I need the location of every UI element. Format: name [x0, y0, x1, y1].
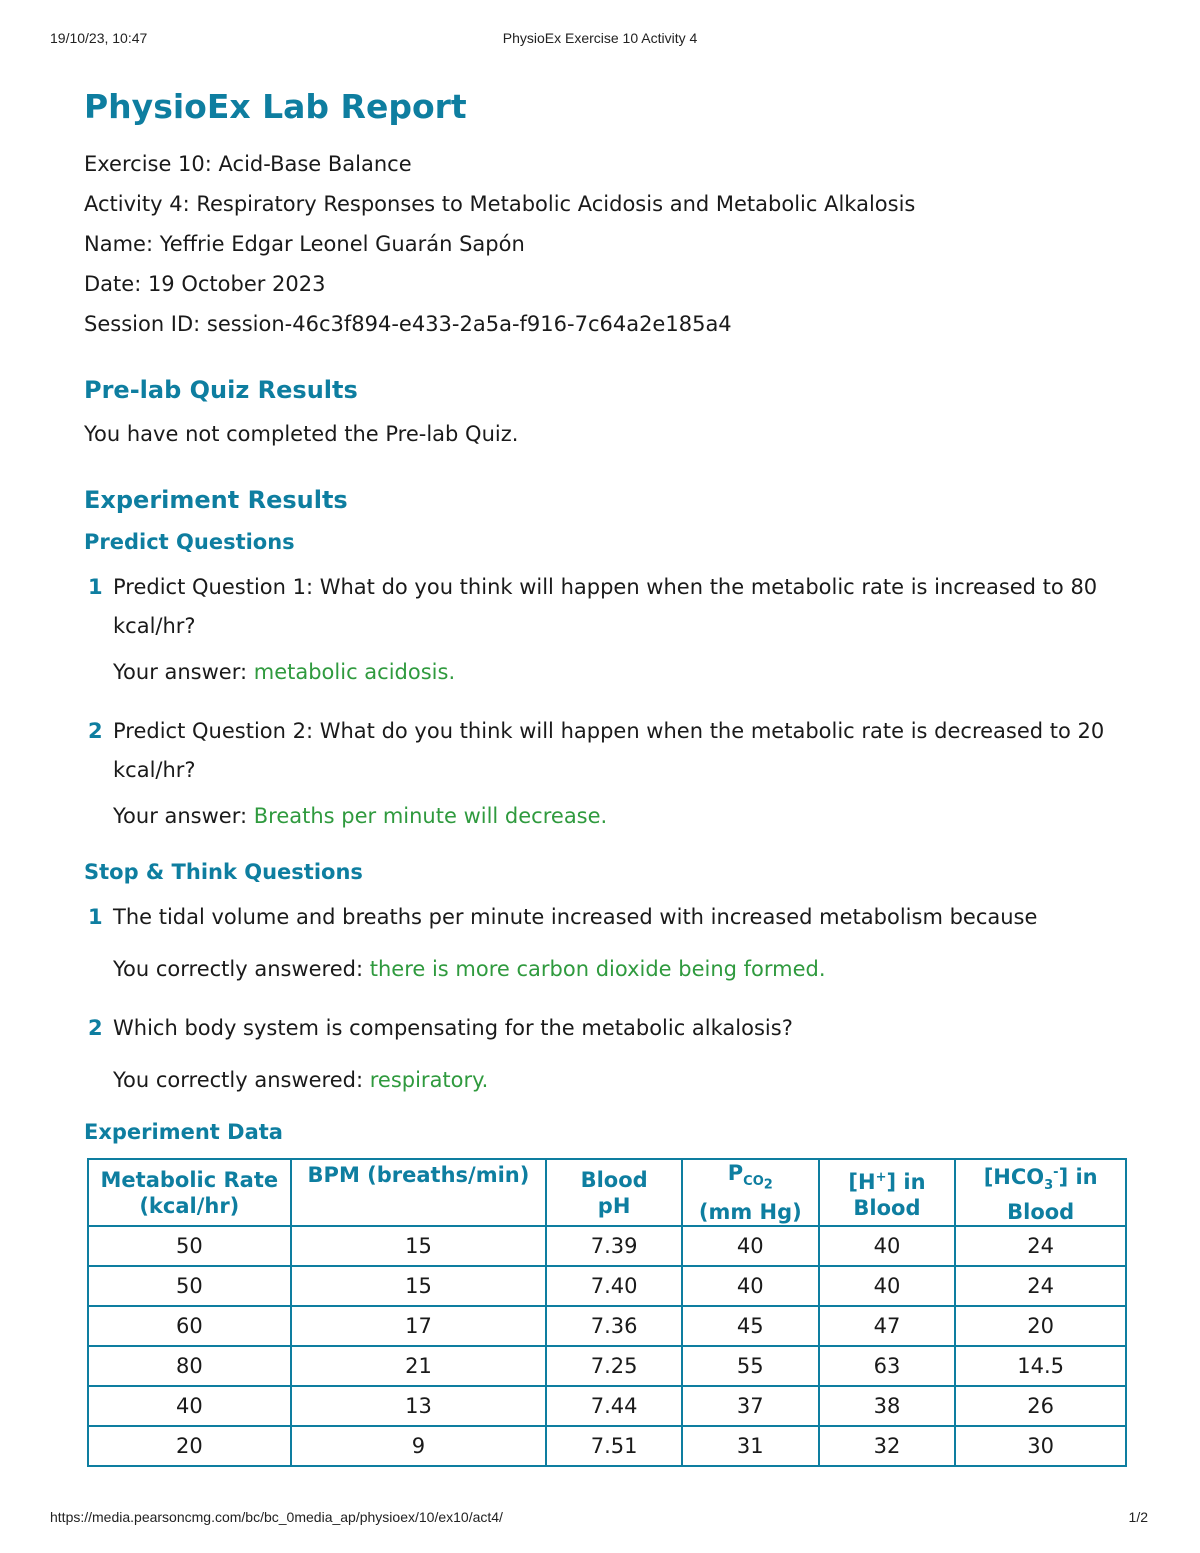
student-name: Name: Yeffrie Edgar Leonel Guarán Sapón [84, 232, 525, 256]
table-cell: 7.40 [546, 1266, 682, 1306]
table-cell: 14.5 [955, 1346, 1126, 1386]
report-meta [84, 144, 1144, 344]
experiment-data-table [87, 1158, 1127, 1467]
col-header-h-ion: [H+] in Blood [819, 1159, 956, 1226]
table-cell: 40 [682, 1226, 819, 1266]
table-cell: 40 [88, 1386, 291, 1426]
table-cell: 50 [88, 1226, 291, 1266]
question-text: Predict Question 1: What do you think will happen when the metabolic rate is increased to 80 kcal/hr? [113, 575, 1098, 638]
col-header-bpm: BPM (breaths/min) [291, 1159, 547, 1226]
answer-text: respiratory. [369, 1068, 489, 1092]
table-cell: 40 [819, 1266, 956, 1306]
table-row [88, 1386, 1126, 1426]
experiment-results-heading: Experiment Results [84, 486, 348, 514]
answer-label: Your answer: [113, 804, 254, 828]
table-cell: 24 [955, 1266, 1126, 1306]
exercise-line: Exercise 10: Acid-Base Balance [84, 152, 412, 176]
table-cell: 30 [955, 1426, 1126, 1466]
table-cell: 15 [291, 1266, 547, 1306]
answer-label: Your answer: [113, 660, 254, 684]
table-cell: 9 [291, 1426, 547, 1466]
table-row [88, 1426, 1126, 1466]
table-cell: 21 [291, 1346, 547, 1386]
table-cell: 32 [819, 1426, 956, 1466]
table-row [88, 1346, 1126, 1386]
table-cell: 60 [88, 1306, 291, 1346]
col-header-pco2: $P_{CO_2}$ (mm Hg) [682, 1159, 819, 1226]
col-header-hco3: $[HCO_3^-]$ in Blood [955, 1159, 1126, 1226]
answer-text: there is more carbon dioxide being formed. [369, 957, 826, 981]
table-cell: 55 [682, 1346, 819, 1386]
activity-line: Activity 4: Respiratory Responses to Metabolic Acidosis and Metabolic Alkalosis [84, 192, 916, 216]
table-cell: 7.51 [546, 1426, 682, 1466]
page-url[interactable]: https://media.pearsoncmg.com/bc/bc_0media_ap/physioex/10/ex10/act4/ [50, 1509, 503, 1525]
experiment-data-heading: Experiment Data [84, 1120, 283, 1144]
table-cell: 80 [88, 1346, 291, 1386]
table-cell: 20 [955, 1306, 1126, 1346]
table-cell: 40 [682, 1266, 819, 1306]
col-header-blood-ph: Blood pH [546, 1159, 682, 1226]
stop-answer-2 [84, 1060, 1144, 1100]
predict-answer-1 [84, 652, 1144, 692]
table-cell: 45 [682, 1306, 819, 1346]
question-number: 2 [88, 719, 103, 743]
table-cell: 24 [955, 1226, 1126, 1266]
question-text: Which body system is compensating for the metabolic alkalosis? [113, 1016, 793, 1040]
lab-report [84, 80, 1144, 1467]
table-cell: 26 [955, 1386, 1126, 1426]
table-cell: 7.39 [546, 1226, 682, 1266]
print-page-title: PhysioEx Exercise 10 Activity 4 [502, 30, 698, 46]
table-row [88, 1266, 1126, 1306]
stop-answer-1 [84, 949, 1144, 989]
prelab-heading: Pre-lab Quiz Results [84, 376, 358, 404]
question-number: 2 [88, 1016, 103, 1040]
predict-question-1 [84, 568, 1144, 646]
table-cell: 7.36 [546, 1306, 682, 1346]
report-title: PhysioEx Lab Report [84, 87, 467, 126]
table-cell: 17 [291, 1306, 547, 1346]
table-row [88, 1306, 1126, 1346]
prelab-status: You have not completed the Pre-lab Quiz. [84, 422, 519, 446]
stop-question-1 [84, 898, 1144, 937]
predict-question-2 [84, 712, 1144, 790]
col-header-metabolic-rate: Metabolic Rate (kcal/hr) [88, 1159, 291, 1226]
table-cell: 20 [88, 1426, 291, 1466]
print-datetime: 19/10/23, 10:47 [50, 30, 148, 46]
answer-label: You correctly answered: [113, 957, 370, 981]
question-number: 1 [88, 905, 103, 929]
table-cell: 15 [291, 1226, 547, 1266]
table-cell: 47 [819, 1306, 956, 1346]
table-cell: 63 [819, 1346, 956, 1386]
table-cell: 13 [291, 1386, 547, 1426]
report-date: Date: 19 October 2023 [84, 272, 326, 296]
session-id: Session ID: session-46c3f894-e433-2a5a-f916-7c64a2e185a4 [84, 312, 732, 336]
table-row [88, 1226, 1126, 1266]
answer-text: metabolic acidosis. [253, 660, 456, 684]
question-number: 1 [88, 575, 103, 599]
predict-questions-heading: Predict Questions [84, 530, 295, 554]
table-cell: 38 [819, 1386, 956, 1426]
table-cell: 50 [88, 1266, 291, 1306]
question-text: Predict Question 2: What do you think will happen when the metabolic rate is decreased to 20 kcal/hr? [113, 719, 1105, 782]
predict-answer-2 [84, 796, 1144, 836]
answer-label: You correctly answered: [113, 1068, 370, 1092]
table-cell: 7.44 [546, 1386, 682, 1426]
table-cell: 7.25 [546, 1346, 682, 1386]
answer-text: Breaths per minute will decrease. [253, 804, 608, 828]
stop-think-heading: Stop & Think Questions [84, 860, 363, 884]
page-number: 1/2 [1128, 1509, 1148, 1525]
table-cell: 37 [682, 1386, 819, 1426]
table-header-row [88, 1159, 1126, 1226]
table-cell: 40 [819, 1226, 956, 1266]
stop-question-2 [84, 1009, 1144, 1048]
question-text: The tidal volume and breaths per minute increased with increased metabolism because [113, 905, 1038, 929]
table-cell: 31 [682, 1426, 819, 1466]
